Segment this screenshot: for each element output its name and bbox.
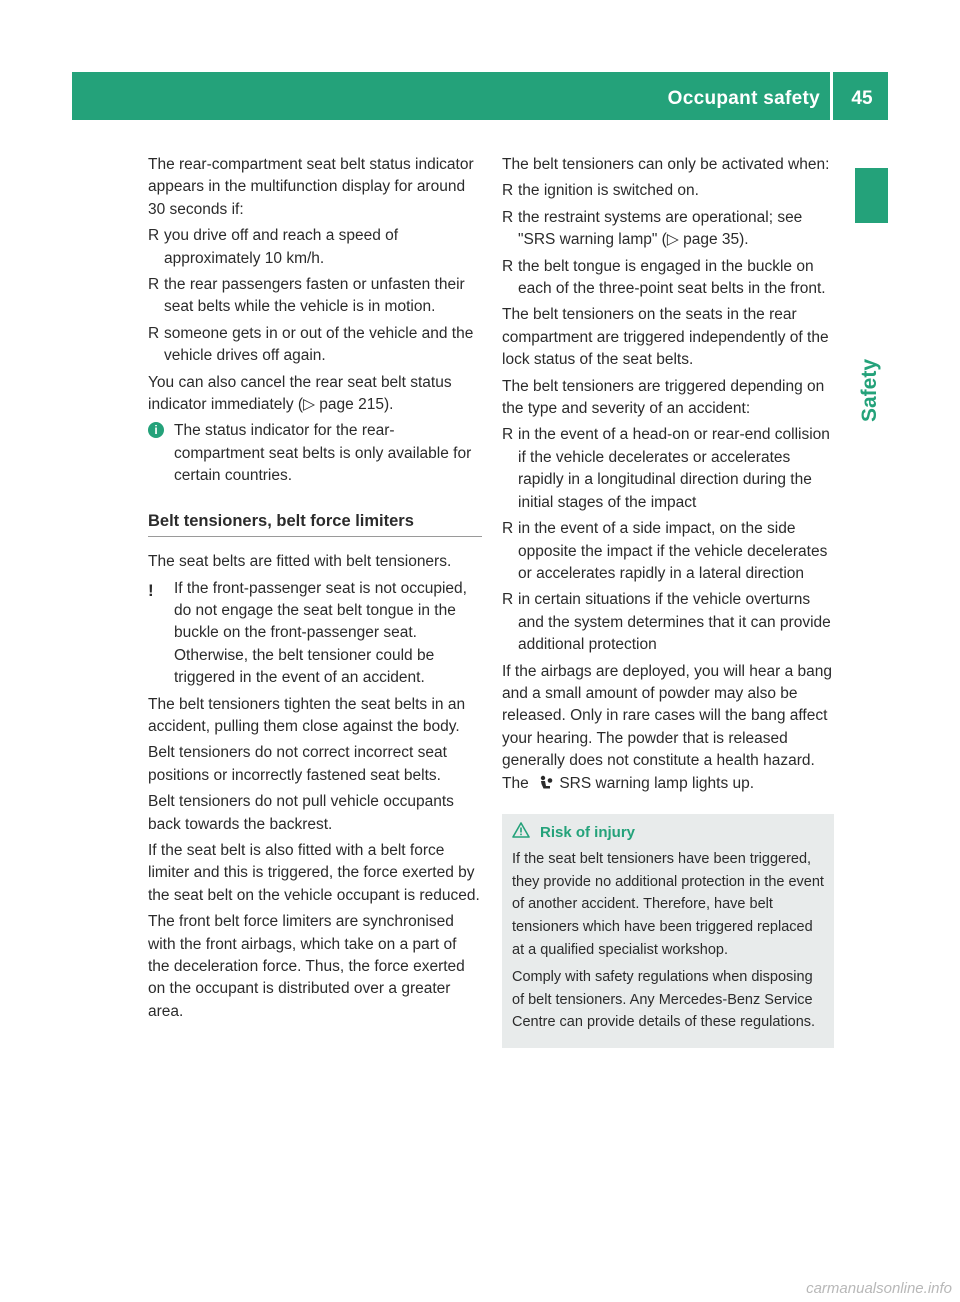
srs-warning-lamp-icon: [535, 775, 553, 798]
paragraph: If the seat belt is also fitted with a belt force limiter and this is triggered, the force exerted by the seat belt on the vehicle occupant is reduced.: [148, 841, 480, 904]
side-tab-marker: [855, 168, 888, 223]
warning-text: If the seat belt tensioners have been triggered, they provide no additional protection in the event of another accident. Therefore, have belt tensioners which have been triggered replaced at a qualified specialist workshop.: [512, 850, 824, 958]
info-note: i The status indicator for the rear-compartment seat belts is only available for certain countries.: [148, 420, 482, 487]
list-item: R the rear passengers fasten or unfasten their seat belts while the vehicle is in motion.: [148, 276, 465, 316]
bullet-marker: R: [148, 227, 160, 245]
watermark: carmanualsonline.info: [806, 1280, 952, 1297]
paragraph: The front belt force limiters are synchronised with the front airbags, which take on a part of the deceleration force. Thus, the force exerted on the occupant is distributed over a greater area.: [148, 913, 465, 1020]
list-item: R the ignition is switched on.: [502, 180, 834, 202]
page-ref-arrow-icon: ▷: [303, 396, 315, 414]
page-ref-link[interactable]: page 35).: [683, 231, 749, 249]
bullet-marker: R: [148, 276, 160, 294]
exclamation-icon: !: [148, 580, 154, 600]
list-item: R in the event of a side impact, on the side opposite the impact if the vehicle decelerates or accelerates rapidly in a lateral direction: [502, 520, 828, 582]
paragraph: If the airbags are deployed, you will hear a bang and a small amount of powder may also be released. Only in rare cases will the bang affect your hearing. The powder that is released generally does not constitute a health hazard. The SRS warning lamp lights up.: [502, 661, 834, 798]
warning-text: Comply with safety regulations when disposing of belt tensioners. Any Mercedes-Benz Service Centre can provide details of these regulations.: [512, 968, 816, 1031]
paragraph: The belt tensioners can only be activated when:: [502, 156, 830, 173]
list-item: R the belt tongue is engaged in the buckle on each of the three-point seat belts in the front.: [502, 257, 826, 298]
paragraph: The belt tensioners tighten the seat belts in an accident, pulling them close against the body.: [148, 695, 466, 735]
bullet-marker: R: [502, 208, 514, 226]
bullet-marker: R: [502, 426, 514, 444]
side-tab-label: Safety: [858, 358, 881, 422]
paragraph: The belt tensioners are triggered depending on the type and severity of an accident:: [502, 377, 825, 418]
section-title: Occupant safety: [667, 88, 820, 109]
bullet-marker: R: [502, 257, 514, 275]
paragraph: The rear-compartment seat belt status indicator appears in the multifunction display for around 30 seconds if:: [148, 156, 474, 218]
bullet-marker: R: [502, 591, 514, 609]
risk-of-injury-box: [502, 814, 834, 1048]
list-item: R you drive off and reach a speed of approximately 10 km/h.: [148, 227, 399, 267]
warning-triangle-icon: [512, 822, 530, 846]
bullet-marker: R: [502, 182, 514, 200]
paragraph: The belt tensioners on the seats in the rear compartment are triggered independently of the lock status of the seat belts.: [502, 306, 829, 369]
warning-header: [512, 822, 824, 846]
list-item: R the restraint systems are operational; see "SRS warning lamp" (▷ page 35).: [502, 208, 803, 249]
paragraph: You can also cancel the rear seat belt status indicator immediately (▷ page 215).: [148, 373, 452, 414]
left-column: [148, 154, 482, 1027]
paragraph: Belt tensioners do not pull vehicle occupants back towards the backrest.: [148, 793, 454, 833]
bullet-marker: R: [502, 520, 514, 538]
bullet-marker: R: [148, 324, 160, 342]
page-number: 45: [851, 88, 873, 109]
paragraph: The seat belts are fitted with belt tensioners.: [148, 553, 452, 571]
info-icon: i: [148, 422, 164, 438]
paragraph: Belt tensioners do not correct incorrect seat positions or incorrectly fastened seat belts.: [148, 744, 447, 784]
right-column: [502, 154, 834, 1048]
page-ref-link[interactable]: page 215).: [319, 396, 394, 414]
list-item: R in the event of a head-on or rear-end collision if the vehicle decelerates or accelerates rapidly in a longitudinal direction during the initial stages of the impact: [502, 426, 830, 511]
section-heading: Belt tensioners, belt force limiters: [148, 510, 482, 537]
list-item: R in certain situations if the vehicle overturns and the system determines that it can provide additional protection: [502, 591, 831, 654]
warning-note: ! If the front-passenger seat is not occupied, do not engage the seat belt tongue in the buckle on the front-passenger seat. Otherwise, the belt tensioner could be triggered in the event of an accident.: [148, 579, 467, 687]
page-ref-arrow-icon: ▷: [666, 231, 679, 249]
header-divider: [830, 72, 833, 120]
list-item: R someone gets in or out of the vehicle and the vehicle drives off again.: [148, 324, 474, 365]
warning-title: Risk of injury: [540, 824, 636, 842]
